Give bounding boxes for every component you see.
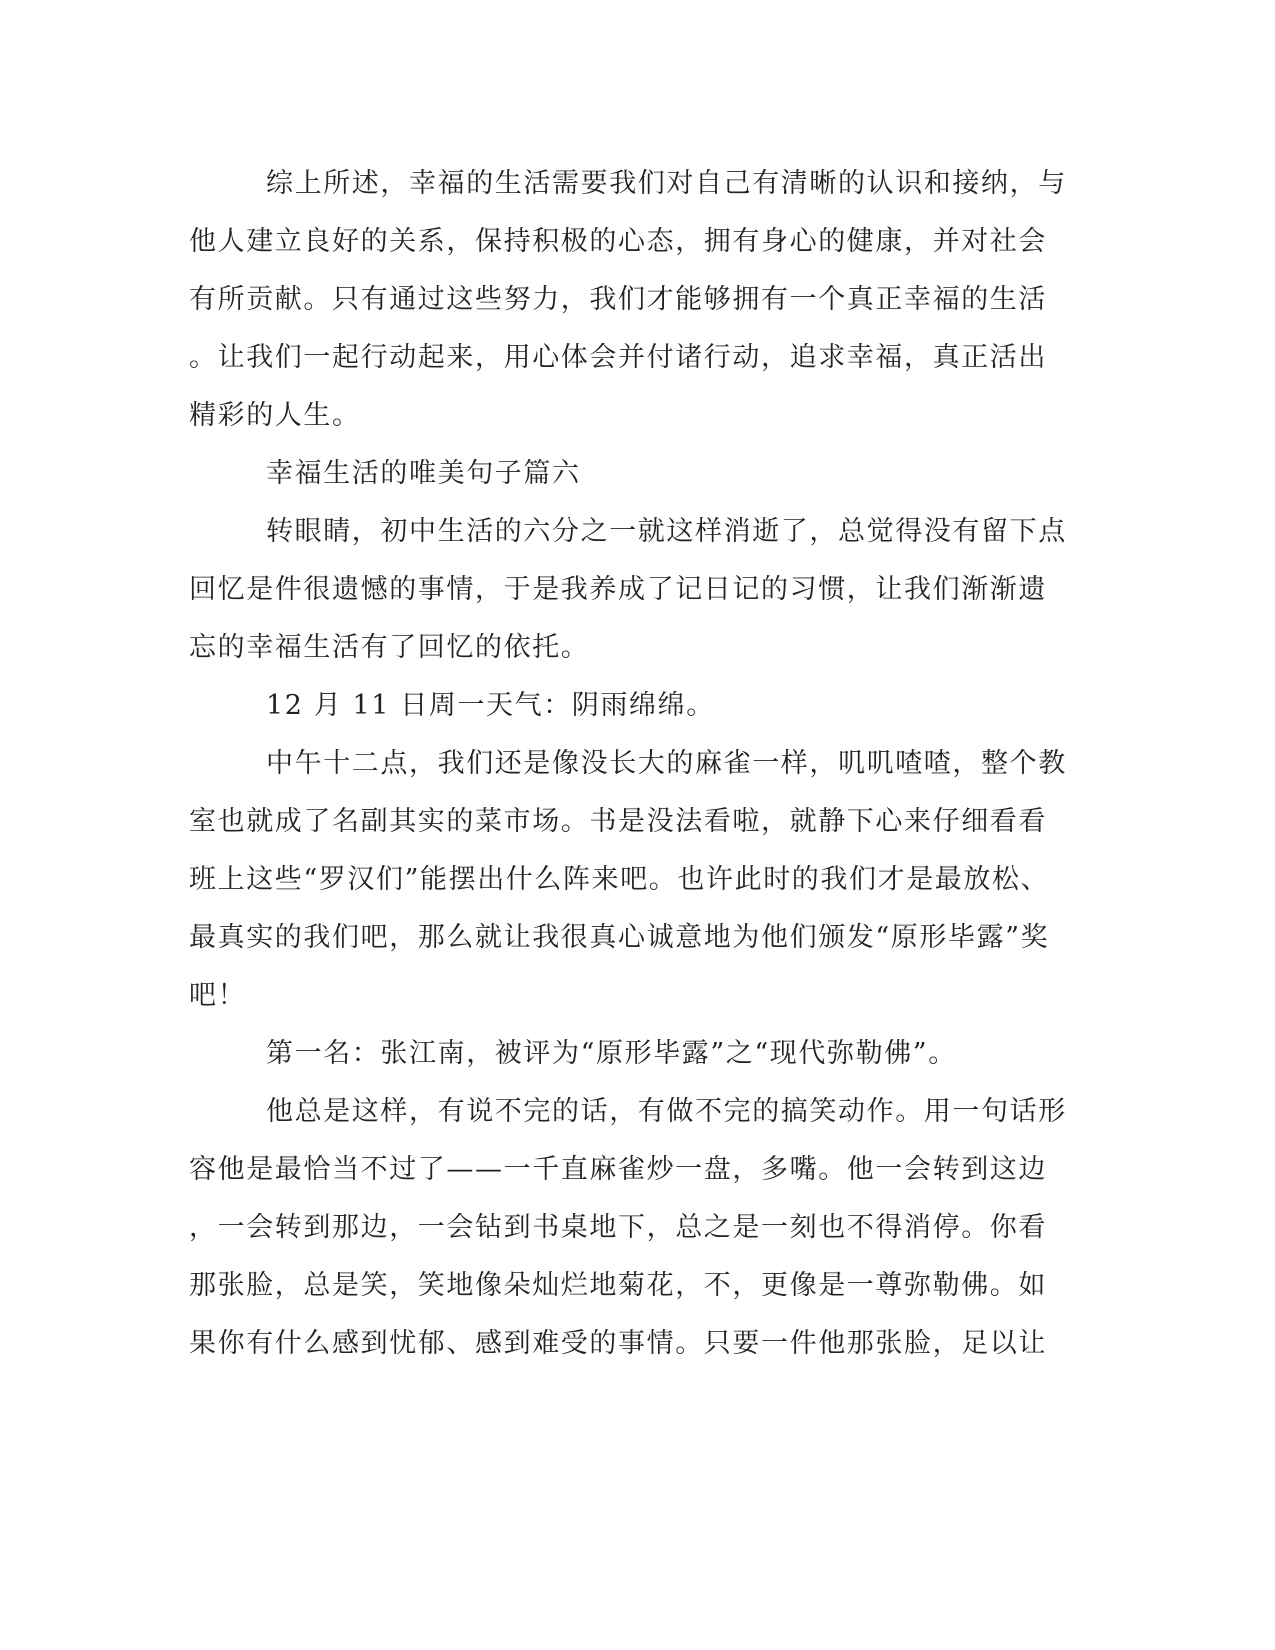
text-line: 吧！ <box>189 980 247 1011</box>
text-line: 转眼睛，初中生活的六分之一就这样消逝了，总觉得没有留下点 <box>266 516 1067 547</box>
text-line: 那张脸，总是笑，笑地像朵灿烂地菊花，不，更像是一尊弥勒佛。如 <box>189 1270 1047 1301</box>
text-line: 室也就成了名副其实的菜市场。书是没法看啦，就静下心来仔细看看 <box>189 806 1047 837</box>
text-line: 他人建立良好的关系，保持积极的心态，拥有身心的健康，并对社会 <box>189 226 1047 257</box>
text-line: 第一名：张江南，被评为“原形毕露”之“现代弥勒佛”。 <box>266 1038 957 1069</box>
text-line: 精彩的人生。 <box>189 400 361 431</box>
text-line: 果你有什么感到忧郁、感到难受的事情。只要一件他那张脸，足以让 <box>189 1328 1047 1359</box>
text-line: 最真实的我们吧，那么就让我很真心诚意地为他们颁发“原形毕露”奖 <box>189 922 1050 953</box>
diary-date-line: 12 月 11 日周一天气：阴雨绵绵。 <box>266 690 715 721</box>
text-line: 中午十二点，我们还是像没长大的麻雀一样，叽叽喳喳，整个教 <box>266 748 1067 779</box>
section-heading: 幸福生活的唯美句子篇六 <box>266 458 581 489</box>
text-line: 有所贡献。只有通过这些努力，我们才能够拥有一个真正幸福的生活 <box>189 284 1047 315</box>
text-line: 。让我们一起行动起来，用心体会并付诸行动，追求幸福，真正活出 <box>189 342 1047 373</box>
text-line: 综上所述，幸福的生活需要我们对自己有清晰的认识和接纳，与 <box>266 168 1067 199</box>
text-line: 回忆是件很遗憾的事情，于是我养成了记日记的习惯，让我们渐渐遗 <box>189 574 1047 605</box>
text-line: 他总是这样，有说不完的话，有做不完的搞笑动作。用一句话形 <box>266 1096 1067 1127</box>
text-line: 容他是最恰当不过了——一千直麻雀炒一盘，多嘴。他一会转到这边 <box>189 1154 1047 1185</box>
text-line: ，一会转到那边，一会钻到书桌地下，总之是一刻也不得消停。你看 <box>189 1212 1047 1243</box>
text-line: 忘的幸福生活有了回忆的依托。 <box>189 632 590 663</box>
text-line: 班上这些“罗汉们”能摆出什么阵来吧。也许此时的我们才是最放松、 <box>189 864 1050 895</box>
